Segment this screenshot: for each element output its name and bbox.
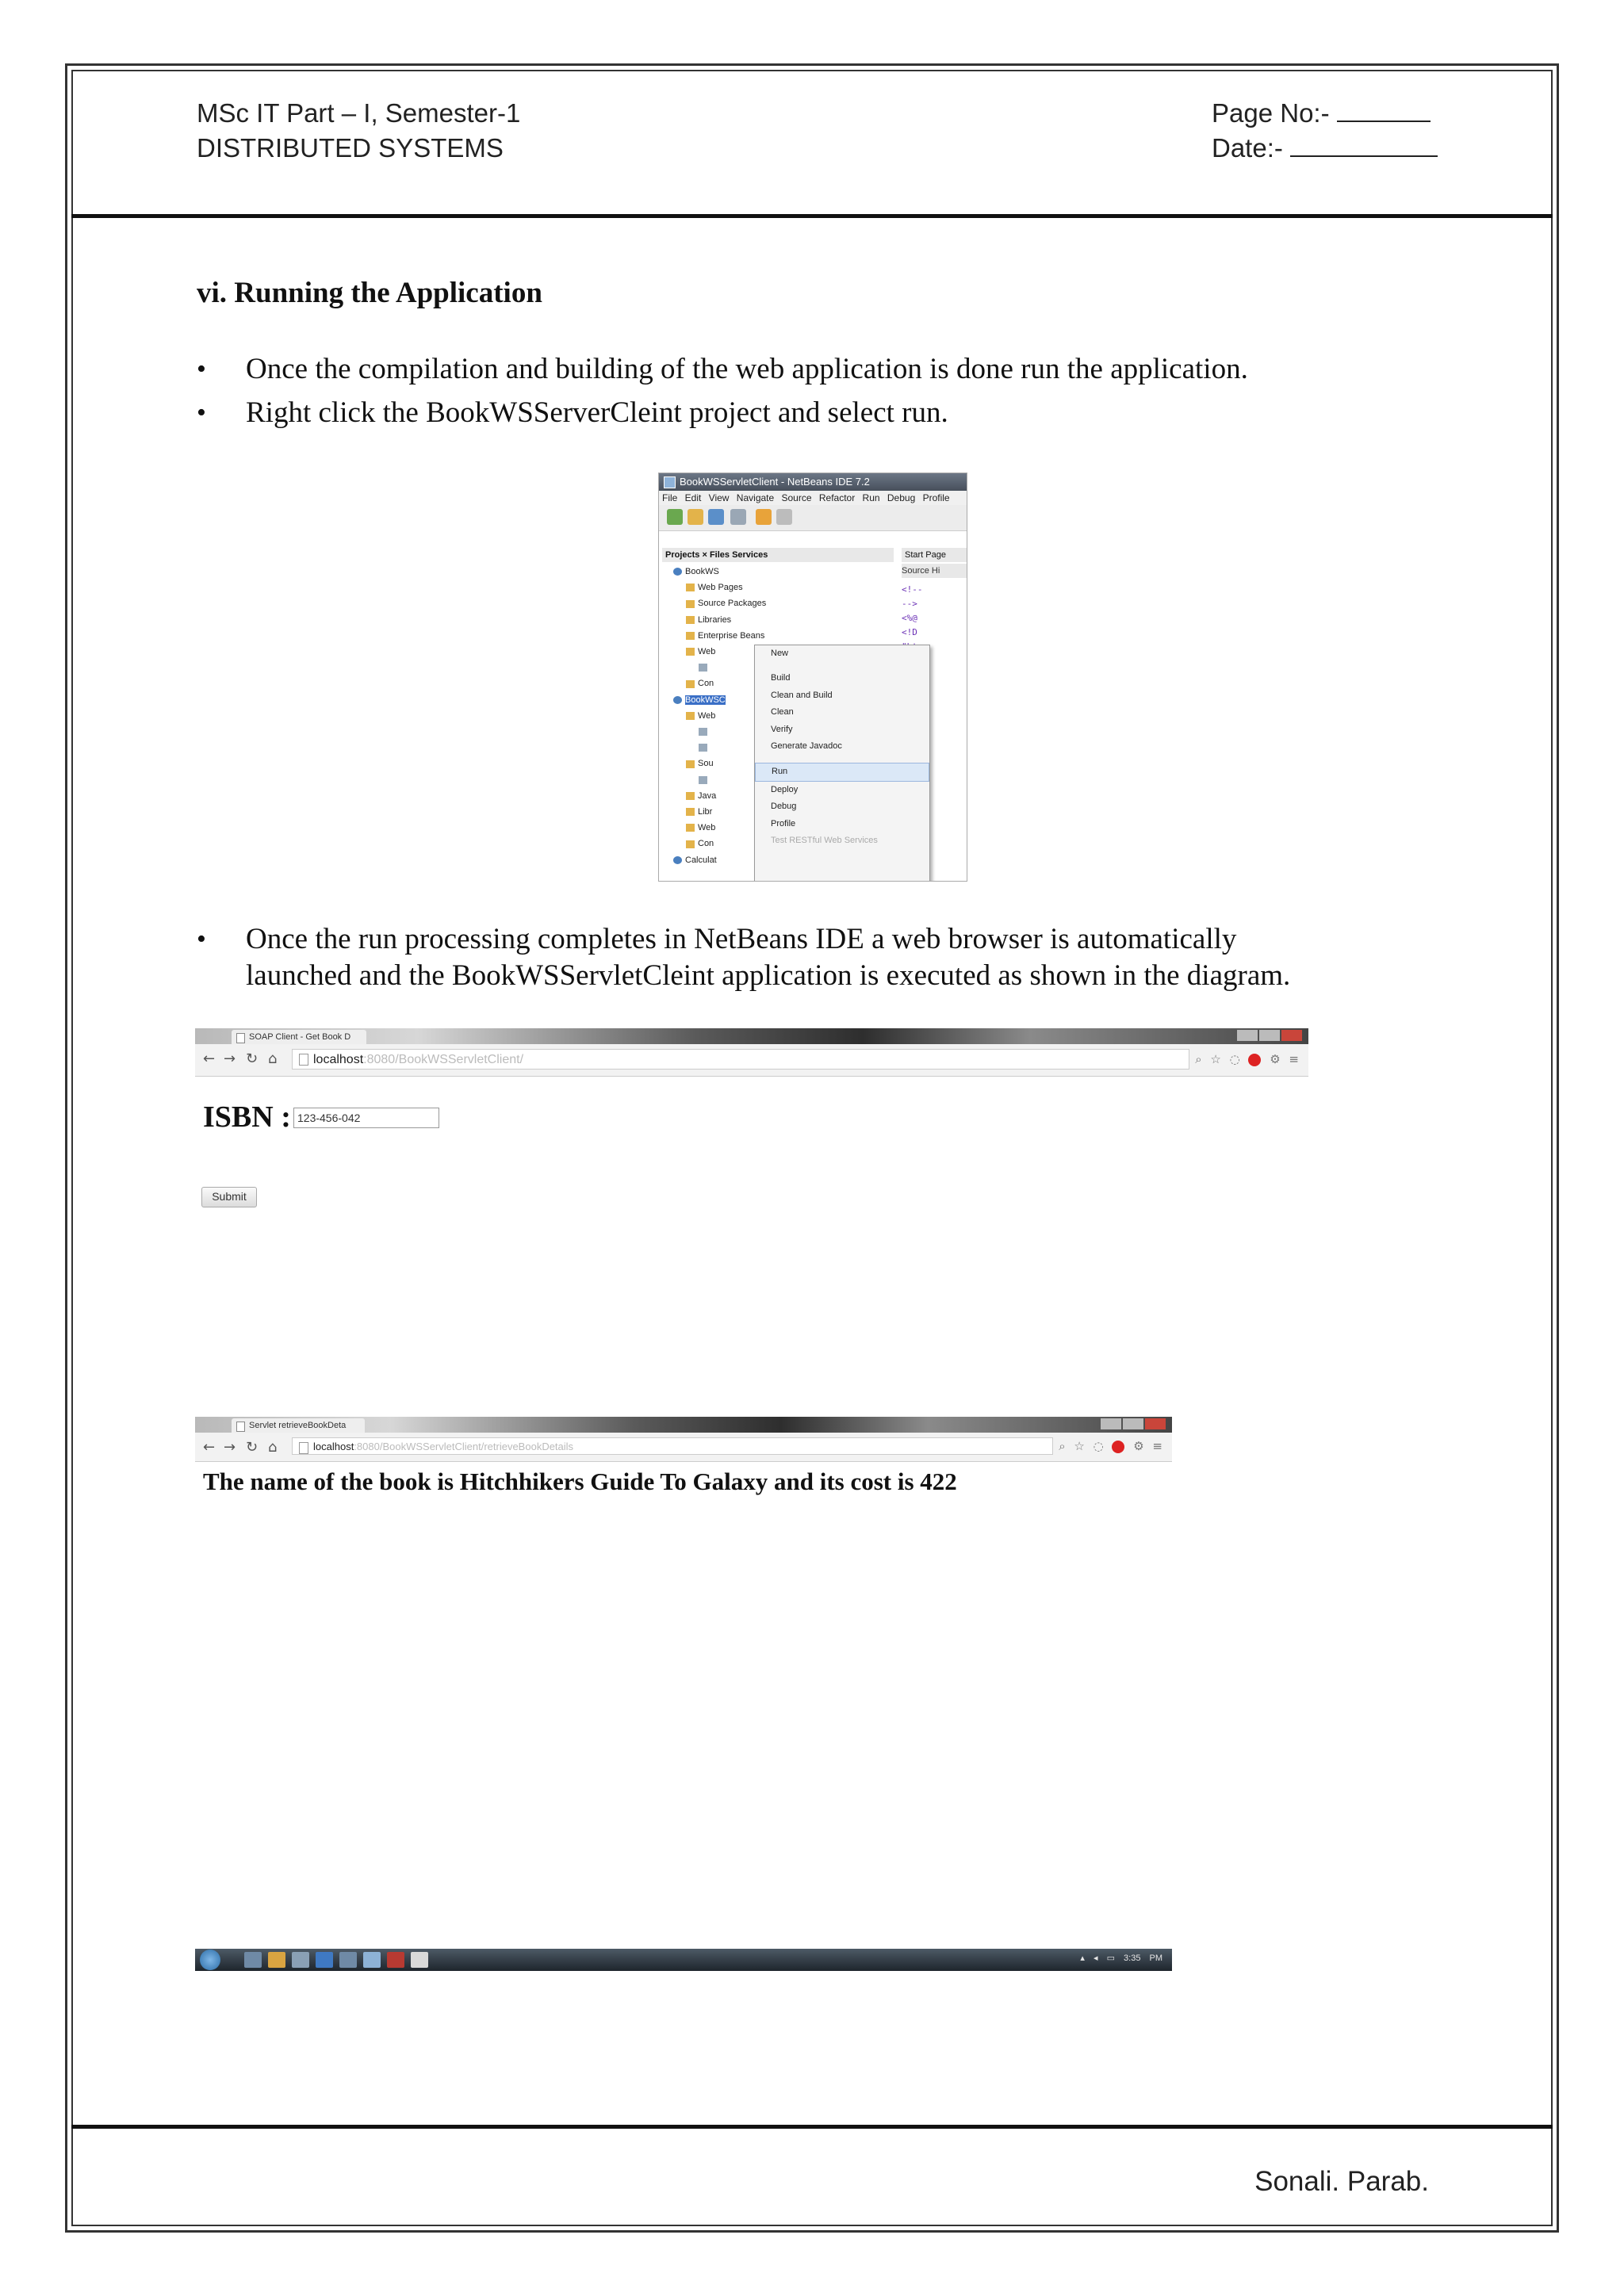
projects-panel-tabs: Projects × Files Services (662, 548, 894, 562)
browser-screenshot-form (195, 1028, 1308, 1244)
page-no-field (1212, 98, 1431, 128)
tree-node: Calculat (662, 852, 897, 868)
home-icon: ⌂ (268, 1439, 278, 1456)
tree-node: Java (662, 788, 897, 804)
code-line: --> (902, 599, 917, 609)
netbeans-screenshot (658, 473, 967, 882)
tree-node: Web (662, 644, 897, 660)
tree-node: Libr (662, 804, 897, 820)
open-project-icon (688, 509, 703, 525)
url-host: localhost (313, 1053, 364, 1066)
back-icon: ← (203, 1050, 216, 1067)
forward-icon: → (224, 1439, 236, 1456)
bullet-item (197, 351, 1248, 388)
footer-divider (71, 2125, 1553, 2129)
reload-icon: ↻ (246, 1439, 259, 1456)
bullet-item (197, 395, 948, 431)
tree-node: Source Packages (662, 595, 897, 611)
tree-node: Enterprise Beans (662, 628, 897, 644)
copy-icon (730, 509, 746, 525)
app-icon (363, 1952, 381, 1968)
tray-clock: 3:35 PM (1124, 1954, 1162, 1963)
tree-node: BookWS (662, 564, 897, 580)
back-icon: ← (203, 1439, 216, 1456)
menu-item-verify: Verify (771, 724, 793, 734)
windows-taskbar (195, 1949, 1172, 1971)
editor-tab: Start Page (902, 548, 967, 562)
browser-toolbar-icons: ⌕ ☆ ◌ ⚙ ≡ (1059, 1439, 1162, 1453)
reload-icon: ↻ (246, 1050, 259, 1067)
menu-item-deploy: Deploy (771, 784, 799, 794)
isbn-label: ISBN : (203, 1100, 291, 1134)
code-line: <!-- (902, 584, 923, 595)
menu-item-test-restful: Test RESTful Web Services (771, 835, 878, 845)
bullet-text: Once the compilation and building of the web application is done run the application. (246, 353, 1248, 385)
chrome-icon (411, 1952, 428, 1968)
menu-item-javadoc: Generate Javadoc (771, 740, 842, 751)
result-message: The name of the book is Hitchhikers Guide To Galaxy and its cost is 422 (203, 1468, 957, 1495)
menu-item-build: Build (771, 673, 791, 683)
bullet-text-line1: Once the run processing completes in NetBeans IDE a web browser is automatically (246, 923, 1237, 955)
explorer-icon (244, 1952, 262, 1968)
undo-icon (756, 509, 772, 525)
browser-nav-bar (195, 1433, 1172, 1462)
save-all-icon (708, 509, 724, 525)
page-no-blank (1337, 98, 1431, 122)
course-title: MSc IT Part – I, Semester-1 (197, 98, 521, 128)
section-heading: vi. Running the Application (197, 277, 542, 309)
app-icon (292, 1952, 309, 1968)
menu-item-run: Run (755, 763, 929, 781)
bullet-dot: • (197, 924, 206, 954)
address-bar (292, 1049, 1189, 1070)
window-controls (1099, 1418, 1167, 1429)
menu-item-debug: Debug (771, 802, 797, 812)
bullet-dot: • (197, 354, 206, 384)
page-no-label: Page No:- (1212, 98, 1330, 128)
code-line: <%@ (902, 613, 917, 623)
bullet-text: Right click the BookWSServerCleint project and select run. (246, 396, 948, 429)
menu-item-clean: Clean (771, 707, 794, 718)
tree-node: Libraries (662, 612, 897, 628)
tree-node: Sou (662, 756, 897, 771)
bullet-item (197, 921, 1291, 994)
author-name: Sonali. Parab. (1254, 2166, 1429, 2197)
home-icon: ⌂ (268, 1050, 278, 1067)
tree-node: Web (662, 708, 897, 724)
system-tray: ▴ ◂ ▭ 3:35 PM (1080, 1954, 1162, 1963)
browser-screenshot-result (195, 1417, 1172, 1496)
isbn-input: 123-456-042 (293, 1108, 439, 1128)
new-project-icon (667, 509, 683, 525)
folder-icon (268, 1952, 285, 1968)
url-path: :8080/BookWSServletClient/ (363, 1053, 524, 1066)
url-host: localhost (313, 1441, 354, 1452)
bullet-dot: • (197, 398, 206, 427)
start-button-icon (200, 1950, 220, 1970)
bullet-text-line2: launched and the BookWSServletCleint application is executed as shown in the diagram. (246, 959, 1291, 992)
window-controls (1235, 1030, 1304, 1041)
date-label: Date:- (1212, 133, 1283, 163)
browser-nav-bar (195, 1044, 1308, 1077)
opera-icon (1248, 1054, 1261, 1066)
menu-item-clean-build: Clean and Build (771, 690, 833, 700)
browser-tab-strip (195, 1028, 1308, 1044)
app-icon (339, 1952, 357, 1968)
submit-button: Submit (201, 1187, 257, 1207)
date-field (1212, 133, 1438, 163)
date-blank (1290, 133, 1438, 157)
tree-node-selected: BookWSC (662, 692, 897, 708)
header-divider (71, 214, 1553, 218)
menu-item-new: New (771, 649, 789, 658)
url-path: :8080/BookWSServletClient/retrieveBookDetails (354, 1441, 574, 1452)
menu-item-profile: Profile (771, 818, 796, 828)
tree-node: Web Pages (662, 580, 897, 595)
tree-node: Con (662, 836, 897, 851)
app-icon (316, 1952, 333, 1968)
context-menu (754, 645, 930, 882)
app-icon (387, 1952, 404, 1968)
subject-title: DISTRIBUTED SYSTEMS (197, 133, 504, 163)
netbeans-toolbar (659, 505, 967, 531)
browser-tab: SOAP Client - Get Book D (232, 1030, 366, 1044)
netbeans-title-bar: BookWSServletClient - NetBeans IDE 7.2 (659, 473, 967, 491)
editor-subtab: Source Hi (902, 564, 967, 578)
tree-node: Con (662, 675, 897, 691)
redo-icon (776, 509, 792, 525)
browser-tab: Servlet retrieveBookDeta (232, 1418, 365, 1433)
tree-node: Web (662, 820, 897, 836)
address-bar (292, 1437, 1053, 1455)
code-line: <!D (902, 627, 917, 637)
opera-icon (1112, 1441, 1124, 1453)
browser-tab-strip (195, 1417, 1172, 1433)
netbeans-menu-bar: File Edit View Navigate Source Refactor Run Debug Profile (659, 491, 967, 505)
browser-toolbar-icons: ⌕ ☆ ◌ ⚙ ≡ (1195, 1052, 1299, 1066)
forward-icon: → (224, 1050, 236, 1067)
